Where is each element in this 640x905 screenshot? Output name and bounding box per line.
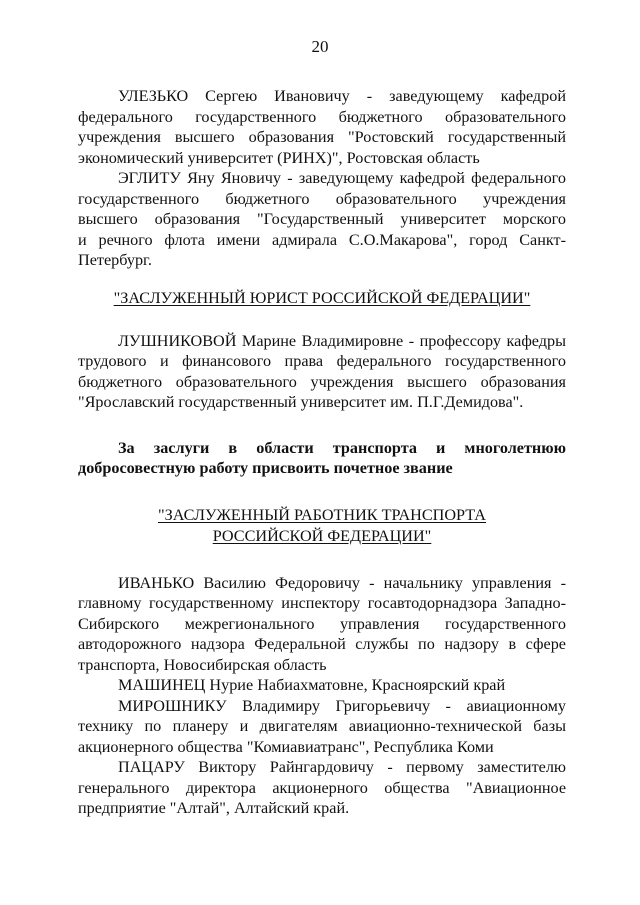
award-entry-ulezko xyxy=(78,86,566,168)
text-line: трудового и финансового права федерального государственного xyxy=(78,352,566,370)
award-entry-eglitu xyxy=(78,168,566,271)
text-line: и речного флота имени адмирала С.О.Макарова", город Санкт- xyxy=(78,230,566,249)
text-line: ИВАНЬКО Василию Федоровичу - начальнику управления - xyxy=(118,573,566,592)
text-line: МИРОШНИКУ Владимиру Григорьевичу - авиационному xyxy=(118,696,566,715)
award-entry-miroshnik xyxy=(78,696,566,758)
text-line: ЛУШНИКОВОЙ Марине Владимировне - профессору кафедры xyxy=(118,331,566,350)
heading-text: "ЗАСЛУЖЕННЫЙ РАБОТНИК ТРАНСПОРТА xyxy=(157,505,486,524)
award-entry-mashinets xyxy=(78,675,566,696)
text-line: высшего образования "Государственный университет морского xyxy=(78,210,566,228)
heading-text: РОССИЙСКОЙ ФЕДЕРАЦИИ" xyxy=(212,526,432,545)
text-line: акционерного общества "Комиавиатранс", Республика Коми xyxy=(78,737,494,756)
text-line: За заслуги в области транспорта и многолетнюю xyxy=(118,438,566,457)
text-line: бюджетного образовательного учреждения высшего образования xyxy=(78,372,566,391)
title-honored-lawyer xyxy=(78,288,566,309)
document-body xyxy=(78,86,566,819)
text-line: МАШИНЕЦ Нурие Набиахматовне, Красноярский край xyxy=(118,676,506,694)
text-line: УЛЕЗЬКО Сергею Ивановичу - заведующему кафедрой xyxy=(118,87,566,105)
text-line: федерального государственного бюджетного образовательного xyxy=(78,107,566,126)
text-line: предприятие "Алтай", Алтайский край. xyxy=(78,799,350,817)
text-line: главному государственному инспектору госавтодорнадзора Западно- xyxy=(78,594,566,612)
award-entry-ivanko xyxy=(78,573,566,676)
text-line: ЭГЛИТУ Яну Яновичу - заведующему кафедрой федерального xyxy=(118,169,566,187)
award-entry-lushnikova xyxy=(78,331,566,413)
text-line: Петербург. xyxy=(78,251,152,269)
title-honored-transport-worker xyxy=(78,505,566,547)
text-line: технику по планеру и двигателям авиационно-технической базы xyxy=(78,717,566,735)
text-line: транспорта, Новосибирская область xyxy=(78,655,327,674)
text-line: Сибирского межрегионального управления государственного xyxy=(78,614,566,633)
page-number: 20 xyxy=(311,37,329,56)
text-line: учреждения высшего образования "Ростовский государственный xyxy=(78,128,566,146)
text-line: ПАЦАРУ Виктору Райнгардовичу - первому заместителю xyxy=(118,758,566,776)
text-line: добросовестную работу присвоить почетное звание xyxy=(78,459,453,477)
text-line: генерального директора акционерного общества "Авиационное xyxy=(78,778,566,797)
award-entry-patsar xyxy=(78,757,566,819)
text-line: экономический университет (РИНХ)", Ростовская область xyxy=(78,148,480,167)
text-line: "Ярославский государственный университет им. П.Г.Демидова". xyxy=(78,393,524,411)
heading-text: "ЗАСЛУЖЕННЫЙ ЮРИСТ РОССИЙСКОЙ ФЕДЕРАЦИИ" xyxy=(113,288,531,307)
decree-clause-transport xyxy=(78,438,566,479)
text-line: автодорожного надзора Федеральной службы по надзору в сфере xyxy=(78,635,566,653)
text-line: государственного бюджетного образовательного учреждения xyxy=(78,189,566,208)
